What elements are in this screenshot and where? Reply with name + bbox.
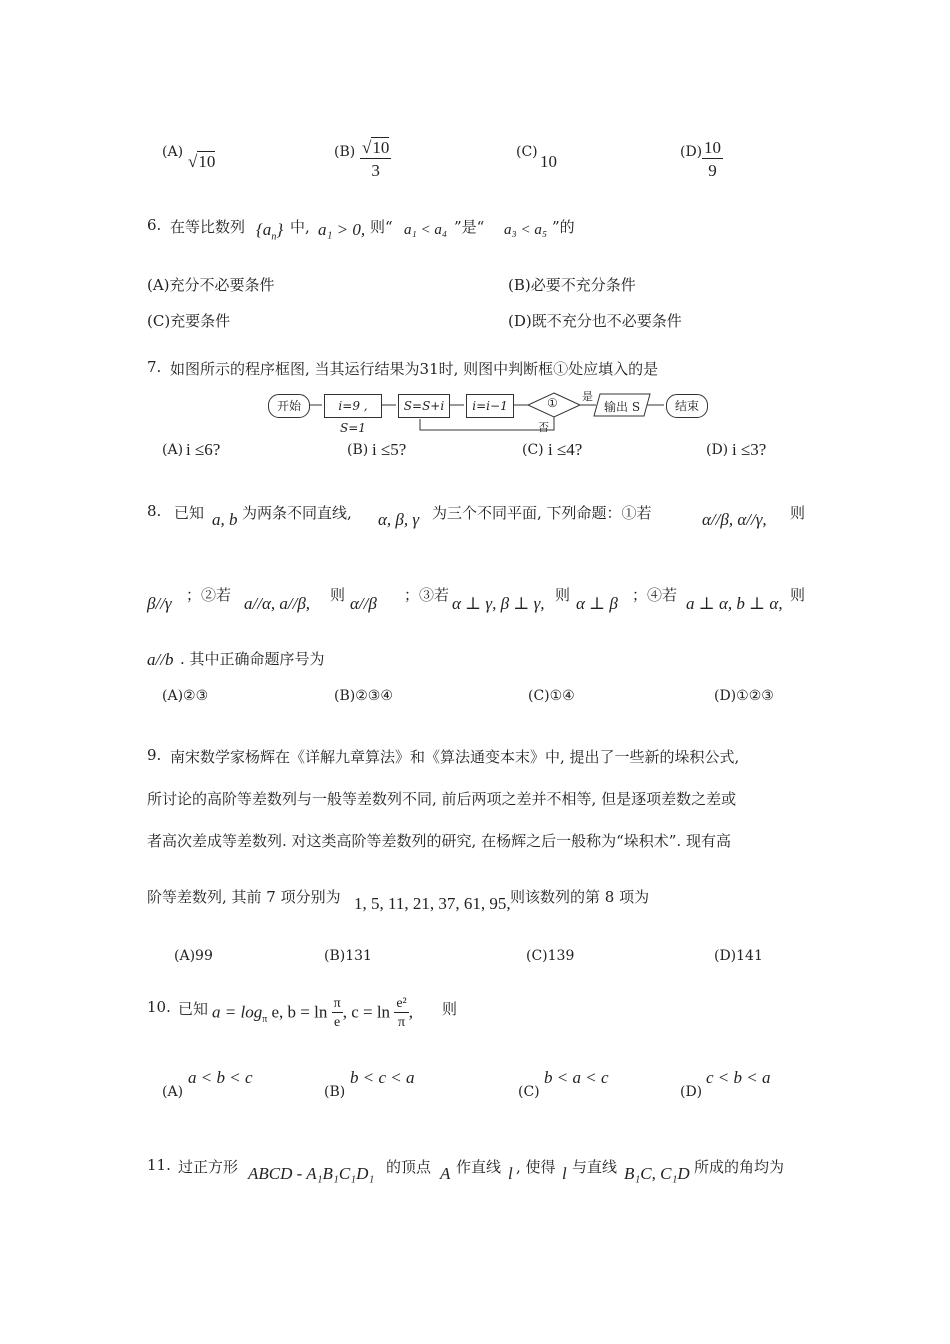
q11-line-l: l (508, 1164, 513, 1183)
q7-number: 7. (147, 358, 162, 376)
q8-prop-1-result: β//γ (147, 594, 172, 613)
flowchart-end: 结束 (666, 394, 708, 418)
q8-text-6: ；④若 (632, 586, 678, 604)
q10-text-1: 已知 (178, 1000, 209, 1018)
q8-prop-3-result: α ⊥ β (576, 594, 618, 613)
flowchart-no: 否 (538, 421, 549, 434)
q8-prop-4: a ⊥ α, b ⊥ α, (686, 594, 783, 613)
q8-text-2: 为两条不同直线, (242, 504, 352, 522)
q8-option-a: (A)②③ (162, 688, 209, 704)
q7-text: 如图所示的程序框图, 当其运行结果为31时, 则图中判断框①处应填入的是 (170, 360, 659, 378)
q9-line-3: 者高次差成等差数列. 对这类高阶等差数列的研究, 在杨辉之后一般称为“垛积术”. 现有高 (147, 832, 731, 850)
q5-option-c-label: (C) (516, 144, 538, 160)
q6-text-5: ”的 (552, 218, 575, 236)
flowchart-update-s: S=S+i (398, 394, 450, 418)
q8-text-7: . 其中正确命题序号为 (180, 650, 325, 668)
q6-condition-q: a₃ < a₅ (504, 222, 548, 238)
q6-sequence: $\{a_n\}$ (256, 220, 284, 243)
q8-then-1: 则 (790, 504, 806, 522)
q6-condition-p: a₁ < a₄ (404, 222, 448, 238)
q11-text-2: 的顶点 (386, 1158, 432, 1176)
q6-text-2: 中, (290, 218, 310, 236)
q10-option-a-value: a < b < c (188, 1068, 253, 1087)
q11-cube: ABCD - A₁B₁C₁D₁ (248, 1164, 375, 1183)
q7-option-d-value: i ≤3? (732, 440, 767, 459)
q5-option-d-label: (D) (680, 144, 703, 160)
flowchart (260, 388, 740, 436)
flowchart-yes: 是 (582, 390, 593, 403)
q8-option-d: (D)①②③ (714, 688, 774, 704)
q8-text-3: 为三个不同平面, 下列命题：①若 (432, 504, 652, 522)
q6-text-1: 在等比数列 (170, 218, 246, 236)
q5-option-d-value: $\frac{10}{9}$ (704, 138, 721, 180)
q5-option-a-label: (A) (162, 144, 184, 160)
q8-prop-3: α ⊥ γ, β ⊥ γ, (452, 594, 545, 613)
flowchart-decision: ① (547, 396, 558, 410)
q8-text-1: 已知 (174, 504, 205, 522)
q7-option-c-value: i ≤4? (548, 440, 583, 459)
q8-prop-2: a//α, a//β, (244, 594, 311, 613)
q10-formula: $a = \log_\pi e$, b = ln $\frac{\pi}{e}$ , c = ln $\frac{\text{e²}}{\pi}$ , (212, 996, 413, 1030)
q11-text-4: , 使得 (516, 1158, 556, 1176)
q9-line-2: 所讨论的高阶等差数列与一般等差数列不同, 前后两项之差并不相等, 但是逐项差数之差或 (147, 790, 737, 808)
q10-option-b-value: b < c < a (350, 1068, 415, 1087)
q6-number: 6. (147, 216, 162, 234)
q10-option-b-label: (B) (324, 1084, 346, 1100)
q9-option-b: (B)131 (324, 948, 372, 964)
q9-line-4a: 阶等差数列, 其前 7 项分别为 (147, 888, 341, 906)
q5-option-a-value: √10 (188, 152, 216, 171)
q7-option-b-label: (B) (347, 442, 369, 458)
q11-line-l-2: l (562, 1164, 567, 1183)
q11-text-1: 过正方形 (178, 1158, 239, 1176)
q7-option-b-value: i ≤5? (372, 440, 407, 459)
q6-option-c: (C)充要条件 (147, 312, 231, 330)
q6-option-a: (A)充分不必要条件 (147, 276, 275, 294)
q5-option-b-label: (B) (334, 144, 356, 160)
flowchart-update-i: i=i−1 (466, 394, 514, 418)
q8-text-5: ；③若 (404, 586, 450, 604)
q9-number: 9. (147, 746, 162, 764)
q11-number: 11. (147, 1156, 171, 1174)
q7-option-a-label: (A) (162, 442, 184, 458)
q5-option-b-value: $\frac{√10}{3}$ (362, 138, 390, 180)
q8-then-3: 则 (555, 586, 571, 604)
q9-option-a: (A)99 (174, 948, 213, 964)
q8-prop-1: α//β, α//γ, (702, 510, 767, 529)
q10-option-d-label: (D) (680, 1084, 703, 1100)
q8-prop-4-result: a//b (147, 650, 174, 669)
q11-text-5: 与直线 (572, 1158, 618, 1176)
q8-planes: α, β, γ (378, 510, 420, 529)
q9-option-c: (C)139 (526, 948, 575, 964)
q10-option-d-value: c < b < a (706, 1068, 771, 1087)
q8-then-2: 则 (330, 586, 346, 604)
q7-option-d-label: (D) (706, 442, 729, 458)
q11-vertex: A (440, 1164, 451, 1183)
q5-option-c-value: 10 (540, 152, 557, 171)
q6-option-b: (B)必要不充分条件 (508, 276, 636, 294)
q11-lines: B₁C, C₁D (624, 1164, 690, 1183)
q11-text-3: 作直线 (456, 1158, 502, 1176)
q9-line-1: 南宋数学家杨辉在《详解九章算法》和《算法通变本末》中, 提出了一些新的垛积公式, (170, 748, 740, 766)
q10-option-c-label: (C) (518, 1084, 540, 1100)
flowchart-output: 输出 S (604, 400, 641, 414)
q8-option-c: (C)①④ (528, 688, 575, 704)
q6-condition: a₁ > 0, (318, 220, 366, 239)
flowchart-init: i=9 , S=1 (324, 394, 382, 418)
q8-prop-2-result: α//β (350, 594, 377, 613)
q8-then-4: 则 (790, 586, 806, 604)
q10-text-2: 则 (442, 1000, 458, 1018)
q10-option-c-value: b < a < c (544, 1068, 609, 1087)
q6-text-3: 则“ (370, 218, 393, 236)
q8-option-b: (B)②③④ (334, 688, 393, 704)
q8-lines: a, b (212, 510, 238, 529)
q10-option-a-label: (A) (162, 1084, 184, 1100)
q9-option-d: (D)141 (714, 948, 763, 964)
q8-text-4: ；②若 (186, 586, 232, 604)
q10-number: 10. (147, 998, 171, 1016)
q6-text-4: ”是“ (454, 218, 485, 236)
q7-option-c-label: (C) (522, 442, 544, 458)
q8-number: 8. (147, 502, 162, 520)
q9-line-4b: 则该数列的第 8 项为 (510, 888, 650, 906)
q7-option-a-value: i ≤6? (186, 440, 221, 459)
q11-text-6: 所成的角均为 (694, 1158, 785, 1176)
q6-option-d: (D)既不充分也不必要条件 (508, 312, 682, 330)
flowchart-start: 开始 (268, 394, 310, 418)
q9-sequence: 1, 5, 11, 21, 37, 61, 95, (354, 894, 511, 913)
